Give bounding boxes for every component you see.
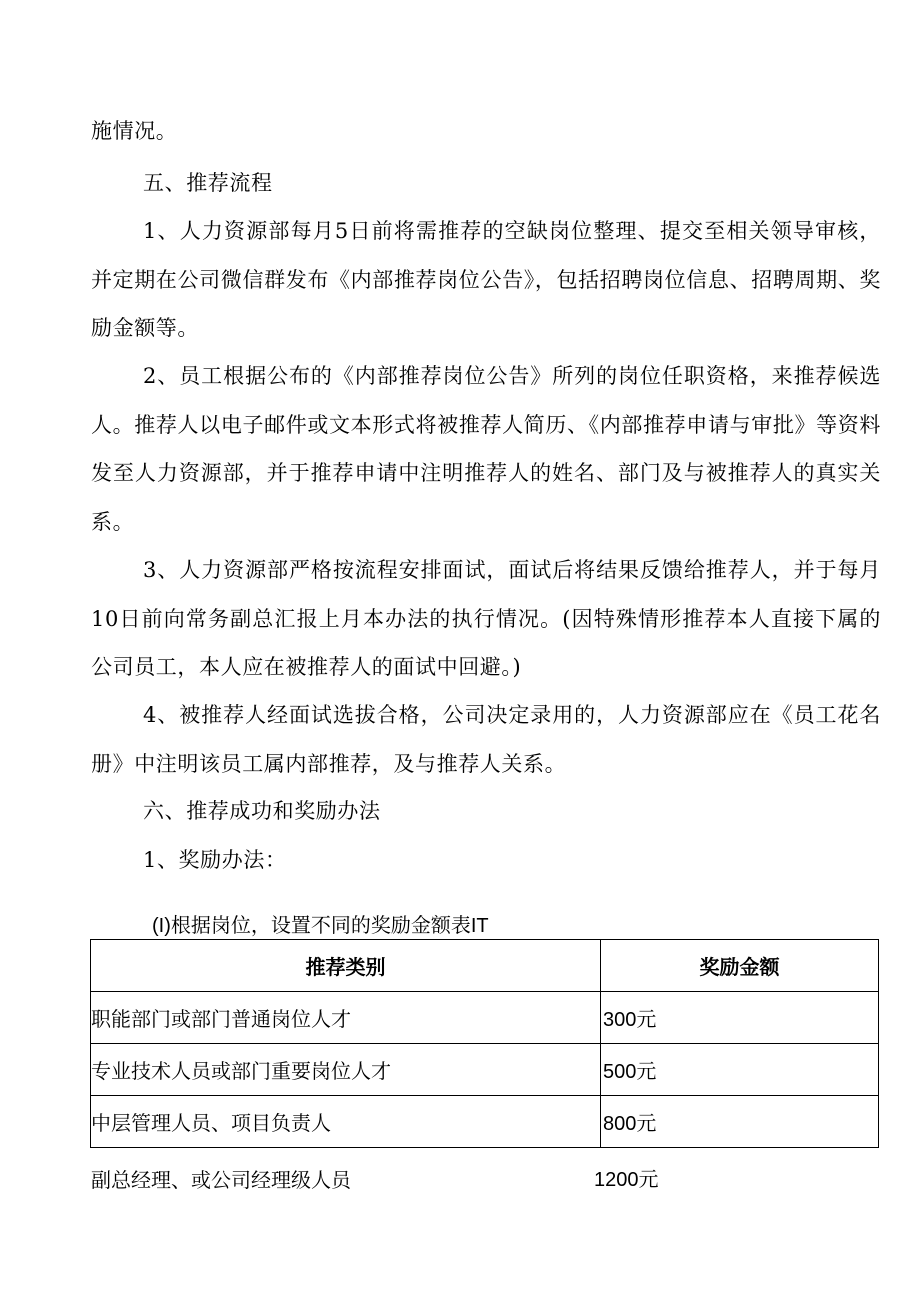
table-header-row bbox=[91, 940, 879, 992]
subheading-reward-method: 1、奖励办法： bbox=[143, 848, 287, 872]
header-category: 推荐类别 bbox=[91, 940, 601, 992]
cell-amount: 300元 bbox=[601, 992, 879, 1044]
table-row bbox=[91, 992, 879, 1044]
last-row-category: 副总经理、或公司经理级人员 bbox=[91, 1168, 351, 1192]
cell-category: 职能部门或部门普通岗位人才 bbox=[91, 992, 601, 1044]
section-heading-6: 六、推荐成功和奖励办法 bbox=[143, 799, 381, 823]
table-caption: (I)根据岗位，设置不同的奖励金额表IT bbox=[152, 915, 489, 937]
paragraph-step-3: 3、人力资源部严格按流程安排面试，面试后将结果反馈给推荐人，并于每月10日前向常务副总汇报上月本办法的执行情况。(因特殊情形推荐本人直接下属的公司员工，本人应在被推荐人的面试中回避。) bbox=[91, 558, 881, 679]
paragraph-continuation: 施情况。 bbox=[91, 119, 178, 143]
reward-table bbox=[90, 939, 879, 1148]
cell-amount: 800元 bbox=[601, 1096, 879, 1148]
cell-category: 中层管理人员、项目负责人 bbox=[91, 1096, 601, 1148]
last-row-amount: 1200元 bbox=[594, 1169, 659, 1191]
paragraph-step-4: 4、被推荐人经面试选拔合格，公司决定录用的，人力资源部应在《员工花名册》中注明该员工属内部推荐，及与推荐人关系。 bbox=[91, 703, 881, 776]
paragraph-step-2: 2、员工根据公布的《内部推荐岗位公告》所列的岗位任职资格，来推荐候选人。推荐人以电子邮件或文本形式将被推荐人简历、《内部推荐申请与审批》等资料发至人力资源部，并于推荐申请中注明推荐人的姓名、部门及与被推荐人的真实关系。 bbox=[91, 364, 881, 534]
section-heading-5: 五、推荐流程 bbox=[143, 171, 273, 195]
header-amount: 奖励金额 bbox=[601, 940, 879, 992]
cell-category: 专业技术人员或部门重要岗位人才 bbox=[91, 1044, 601, 1096]
table-row bbox=[91, 1096, 879, 1148]
cell-amount: 500元 bbox=[601, 1044, 879, 1096]
paragraph-step-1: 1、人力资源部每月5日前将需推荐的空缺岗位整理、提交至相关领导审核，并定期在公司微信群发布《内部推荐岗位公告》，包括招聘岗位信息、招聘周期、奖励金额等。 bbox=[91, 219, 881, 340]
table-row bbox=[91, 1044, 879, 1096]
